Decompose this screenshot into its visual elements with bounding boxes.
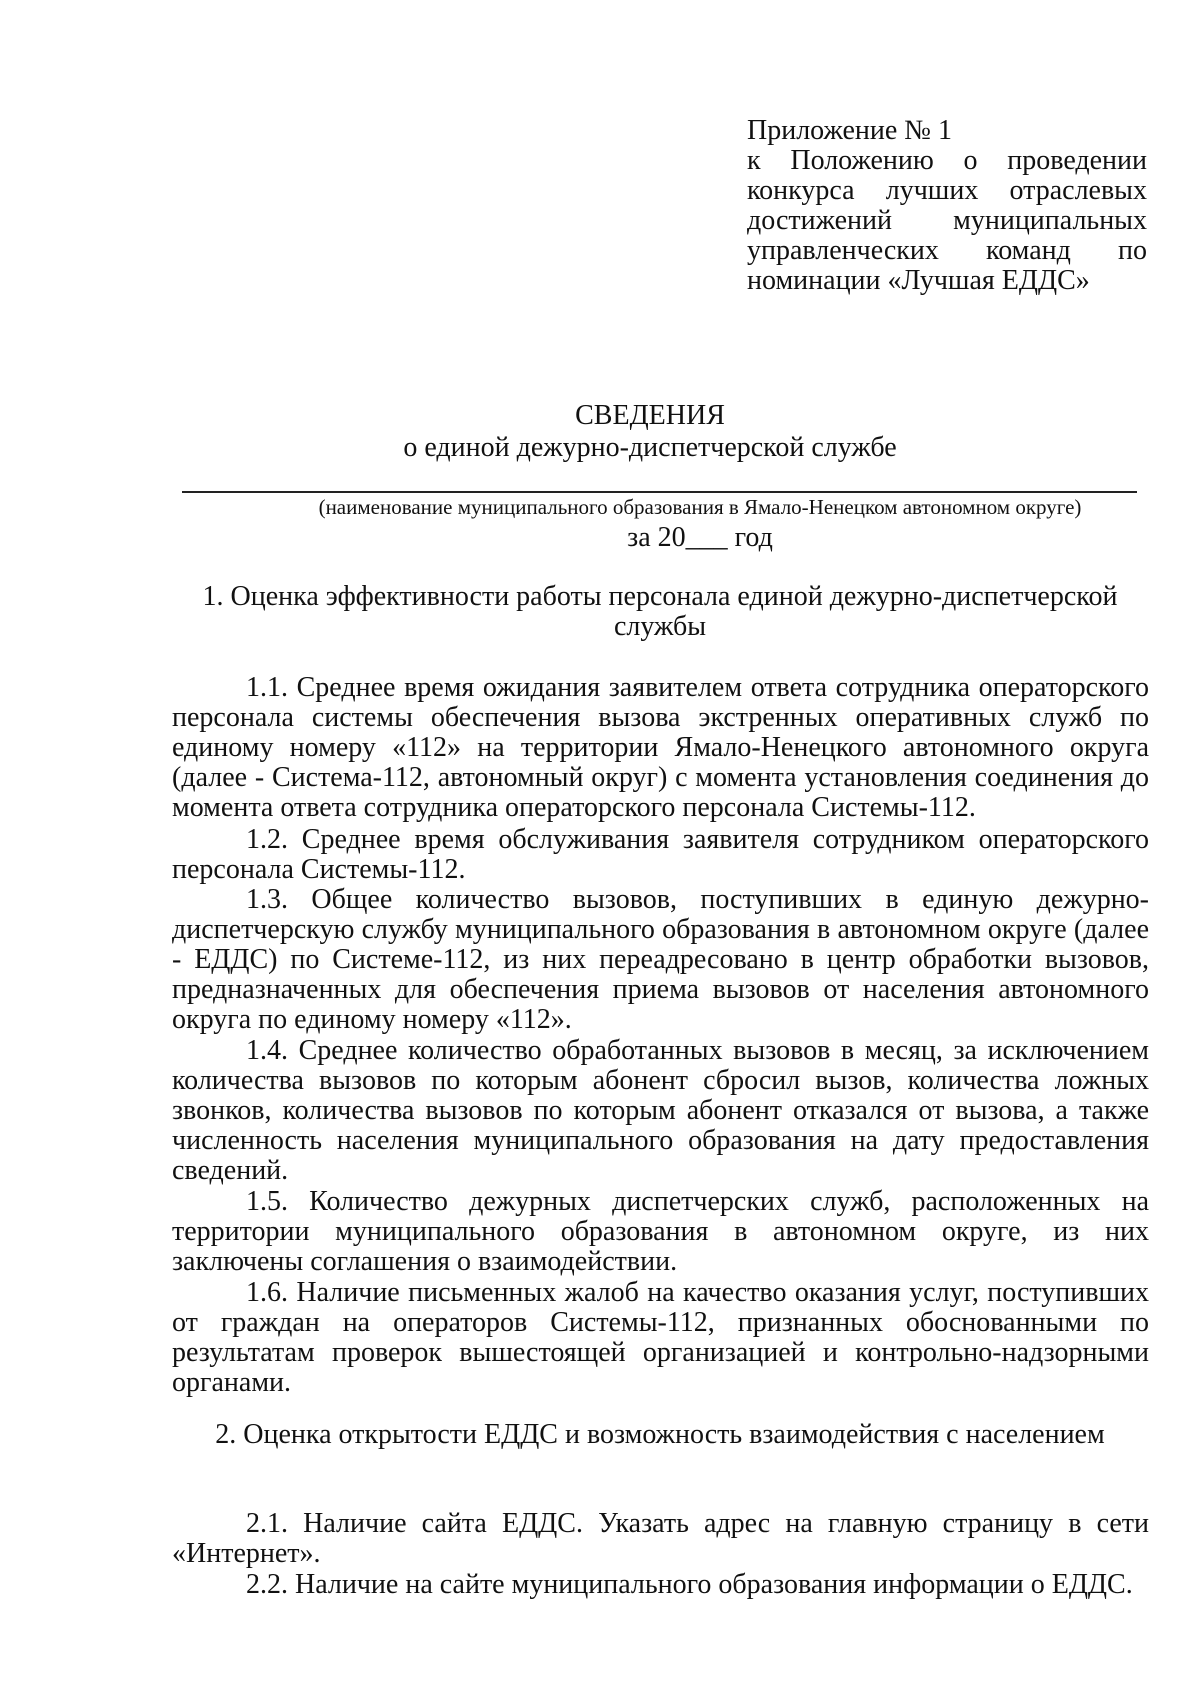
appendix-line: к Положению о проведении bbox=[747, 145, 1147, 176]
appendix-line: конкурса лучших отраслевых bbox=[747, 175, 1147, 206]
item-1-2: 1.2. Среднее время обслуживания заявителя сотрудником операторского персонала Системы-112. bbox=[172, 824, 1149, 885]
item-2-2: 2.2. Наличие на сайте муниципального образования информации о ЕДДС. bbox=[246, 1569, 1133, 1600]
appendix-line: управленческих команд по bbox=[747, 235, 1147, 266]
appendix-number: Приложение № 1 bbox=[747, 115, 952, 146]
item-1-6: 1.6. Наличие письменных жалоб на качество оказания услуг, поступивших от граждан на операторов Системы-112, признанных обоснованными по результатам проверок вышестоящей организацией и контрольно-надзорными органами. bbox=[172, 1277, 1149, 1398]
report-year: за 20___ год bbox=[627, 522, 773, 553]
item-1-4: 1.4. Среднее количество обработанных вызовов в месяц, за исключением количества вызовов по которым абонент сбросил вызов, количества ложных звонков, количества вызовов по которым абонент отказался от вызова, а также численность населения муниципального образования на дату предоставления сведений. bbox=[172, 1035, 1149, 1186]
appendix-line: достижений муниципальных bbox=[747, 205, 1147, 236]
item-1-1: 1.1. Среднее время ожидания заявителем ответа сотрудника операторского персонала системы обеспечения вызова экстренных оперативных служб по единому номеру «112» на территории Ямало-Ненецкого автономного округа (далее - Система-112, автономный округ) с момента установления соединения до момента ответа сотрудника операторского персонала Системы-112. bbox=[172, 672, 1149, 823]
section-2-heading: 2. Оценка открытости ЕДДС и возможность взаимодействия с населением bbox=[215, 1419, 1105, 1450]
item-2-1: 2.1. Наличие сайта ЕДДС. Указать адрес на главную страницу в сети «Интернет». bbox=[172, 1508, 1149, 1569]
document-subtitle: о единой дежурно-диспетчерской службе bbox=[403, 432, 897, 463]
item-1-5: 1.5. Количество дежурных диспетчерских служб, расположенных на территории муниципального образования в автономном округе, из них заключены соглашения о взаимодействии. bbox=[172, 1186, 1149, 1277]
appendix-line: номинации «Лучшая ЕДДС» bbox=[747, 265, 1090, 296]
section-1-heading: 1. Оценка эффективности работы персонала единой дежурно-диспетчерской службы bbox=[202, 581, 1118, 642]
appendix-header bbox=[747, 116, 1147, 296]
document-title: СВЕДЕНИЯ bbox=[575, 400, 725, 431]
fill-in-caption: (наименование муниципального образования в Ямало-Ненецком автономном округе) bbox=[318, 495, 1082, 519]
fill-in-line bbox=[182, 491, 1137, 493]
item-1-3: 1.3. Общее количество вызовов, поступивших в единую дежурно-диспетчерскую службу муниципального образования в автономном округе (далее - ЕДДС) по Системе-112, из них переадресовано в центр обработки вызовов, предназначенных для обеспечения приема вызовов от населения автономного округа по единому номеру «112». bbox=[172, 884, 1149, 1035]
